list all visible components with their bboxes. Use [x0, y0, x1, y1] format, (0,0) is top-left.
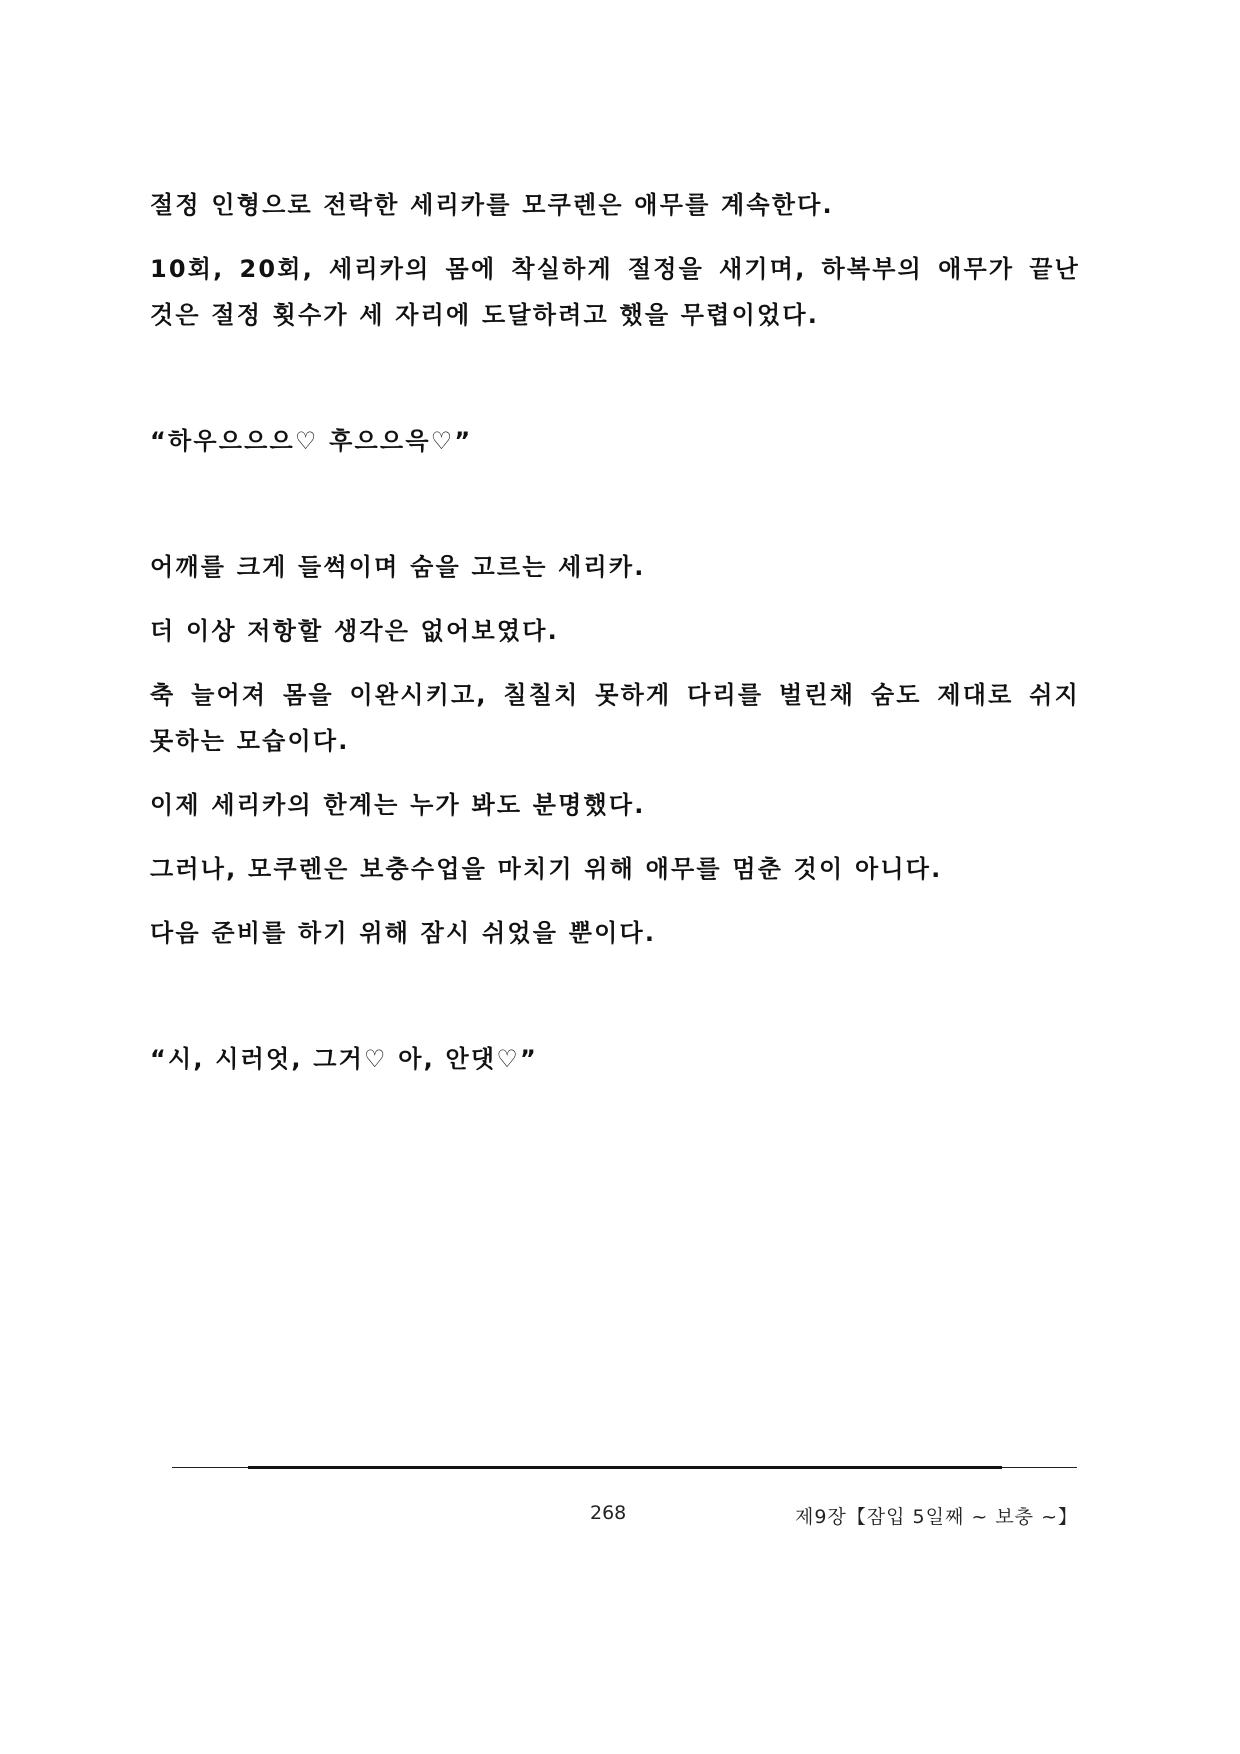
- blank-line: [150, 356, 1080, 418]
- chapter-title: 제9장【잠입 5일째 ~ 보충 ~】: [794, 1506, 1078, 1528]
- paragraph: 더 이상 저항할 생각은 없어보였다.: [150, 617, 559, 645]
- paragraph: 축 늘어져 몸을 이완시키고, 칠칠치 못하게 다리를 벌린채 숨도 제대로 쉬지 못하는 모습이다.: [150, 681, 1080, 755]
- paragraph: 이제 세리카의 한계는 누가 봐도 분명했다.: [150, 791, 646, 819]
- paragraph: 10회, 20회, 세리카의 몸에 착실하게 절정을 새기며, 하복부의 애무가 끝난 것은 절정 횟수가 세 자리에 도달하려고 했을 무렵이었다.: [150, 255, 1080, 329]
- blank-line: [150, 482, 1080, 544]
- footer-divider-accent: [248, 1466, 1002, 1469]
- blank-line: [150, 974, 1080, 1036]
- dialogue-line: “시, 시러엇, 그거♡ 아, 안댓♡”: [150, 1045, 539, 1073]
- paragraph: 다음 준비를 하기 위해 잠시 쉬었을 뿐이다.: [150, 919, 657, 947]
- paragraph: 절정 인형으로 전락한 세리카를 모쿠렌은 애무를 계속한다.: [150, 191, 834, 219]
- paragraph: 그러나, 모쿠렌은 보충수업을 마치기 위해 애무를 멈춘 것이 아니다.: [150, 855, 943, 883]
- dialogue-line: “하우으으으♡ 후으으윽♡”: [150, 427, 473, 455]
- body-text: [150, 182, 1080, 1100]
- page-number: 268: [590, 1502, 627, 1524]
- paragraph: 어깨를 크게 들썩이며 숨을 고르는 세리카.: [150, 553, 646, 581]
